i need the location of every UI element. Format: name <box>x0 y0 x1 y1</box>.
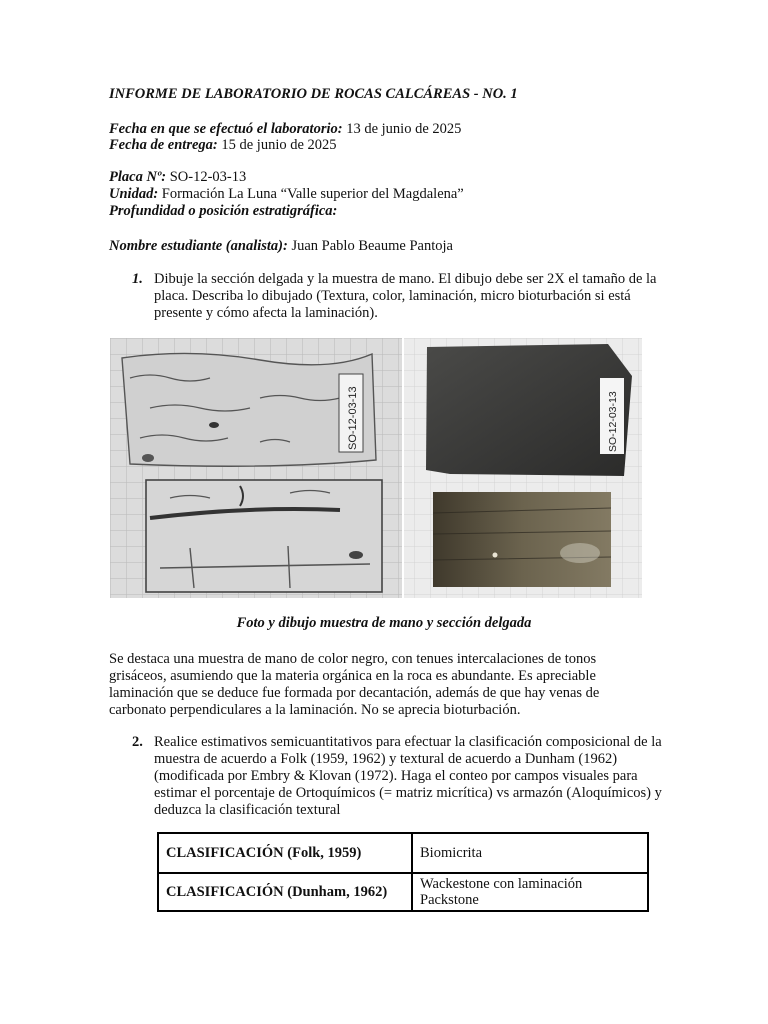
dunham-label: CLASIFICACIÓN (Dunham, 1962) <box>158 873 412 911</box>
student-row <box>109 238 453 255</box>
folk-label: CLASIFICACIÓN (Folk, 1959) <box>158 833 412 873</box>
photo-sample-label: SO-12-03-13 <box>607 391 619 452</box>
lab-date-row <box>109 121 461 138</box>
sketch-panel <box>110 338 402 598</box>
plate-value: SO-12-03-13 <box>169 169 247 185</box>
folk-value: Biomicrita <box>412 833 648 873</box>
delivery-date-value: 15 de junio de 2025 <box>221 137 337 153</box>
dunham-value-line2: Packstone <box>420 892 479 908</box>
sketch-sample-label: SO-12-03-13 <box>347 386 359 450</box>
sample-photo-panel <box>404 338 642 598</box>
classification-table <box>157 832 649 912</box>
unit-value: Formación La Luna “Valle superior del Magdalena” <box>161 186 464 202</box>
unit-label: Unidad: <box>109 186 159 202</box>
table-row-dunham <box>158 873 648 911</box>
dunham-value <box>412 873 648 911</box>
question-2-number: 2. <box>132 734 143 750</box>
student-label: Nombre estudiante (analista): <box>109 238 288 254</box>
depth-row <box>109 203 337 220</box>
question-2-text: Realice estimativos semicuantitativos para efectuar la clasificación composicional de la muestra de acuerdo a Folk (1959, 1962) y textural de acuerdo a Dunham (1962) (modificada por Embry & Klovan (1972). Haga el conteo por campos visuales para estimar el porcentaje de Ortoquímicos (= matriz micrítica) vs armazón (Aloquímicos) y deduzca la clasificación textural <box>154 734 662 818</box>
lab-date-value: 13 de junio de 2025 <box>346 121 462 137</box>
depth-label: Profundidad o posición estratigráfica: <box>109 203 338 219</box>
delivery-date-row <box>109 137 337 154</box>
plate-row <box>109 169 246 186</box>
sample-figure <box>110 338 642 598</box>
delivery-date-label: Fecha de entrega: <box>109 137 218 153</box>
report-title: INFORME DE LABORATORIO DE ROCAS CALCÁREAS - NO. 1 <box>109 86 518 102</box>
student-value: Juan Pablo Beaume Pantoja <box>291 238 453 254</box>
figure-caption: Foto y dibujo muestra de mano y sección delgada <box>236 615 532 631</box>
table-row-folk <box>158 833 648 873</box>
question-1-text: Dibuje la sección delgada y la muestra de mano. El dibujo debe ser 2X el tamaño de la placa. Describa lo dibujado (Textura, color, laminación, micro bioturbación si está presente y cómo afecta la laminación). <box>154 271 657 321</box>
lab-date-label: Fecha en que se efectuó el laboratorio: <box>109 121 343 137</box>
plate-label: Placa Nº: <box>109 169 167 185</box>
dunham-value-line1: Wackestone con laminación <box>420 876 583 892</box>
unit-row <box>109 186 464 203</box>
sample-description: Se destaca una muestra de mano de color negro, con tenues intercalaciones de tonos grisáceos, asumiendo que la materia orgánica en la roca es abundante. Es apreciable laminación que se deduce fue formada por decantación, además de que hay venas de carbonato perpendiculares a la laminación. No se aprecia bioturbación. <box>109 651 600 718</box>
question-1-number: 1. <box>132 271 143 287</box>
